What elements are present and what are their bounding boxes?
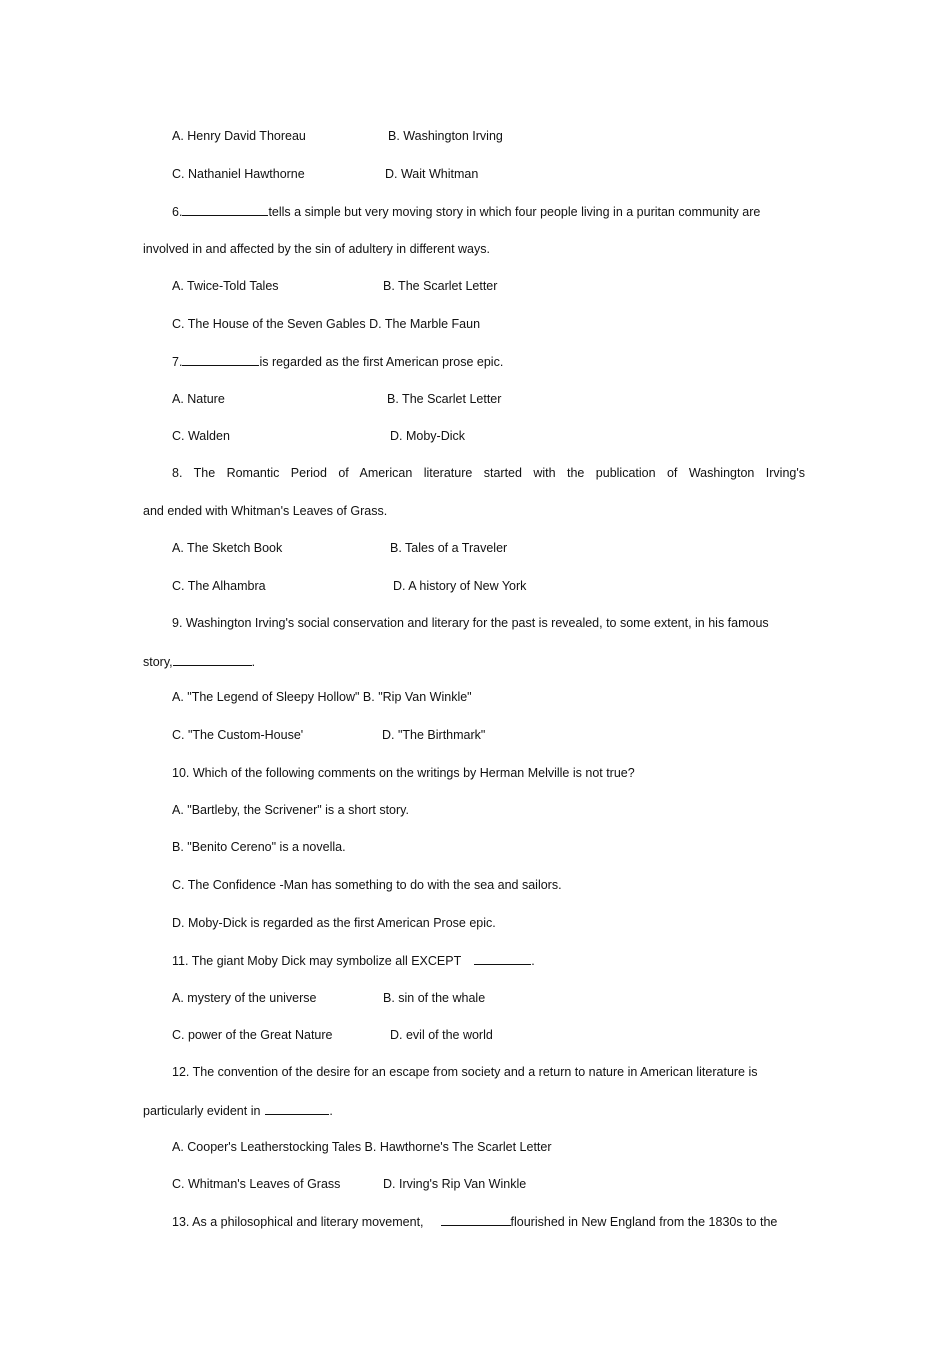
question-11-options-ab (172, 990, 486, 1006)
question-5-options-cd (172, 166, 479, 182)
question-8-options-ab (172, 540, 508, 556)
answer-blank (182, 203, 268, 216)
question-12-continuation: particularly evident in . (143, 1104, 333, 1118)
option-a: A. Twice-Told Tales (172, 279, 279, 293)
option-d: D. Wait Whitman (385, 167, 479, 181)
option-a: A. Nature (172, 392, 225, 406)
option-c: C. Nathaniel Hawthorne (172, 167, 305, 181)
answer-blank (474, 952, 531, 965)
option-c: C. The Alhambra (172, 579, 266, 593)
question-8-options-cd (172, 578, 527, 594)
question-6-continuation: involved in and affected by the sin of adultery in different ways. (143, 242, 490, 256)
question-11-options-cd (172, 1027, 493, 1043)
question-12-options-cd (172, 1176, 527, 1192)
option-c: C. Walden (172, 429, 230, 443)
question-10-text: 10. Which of the following comments on the writings by Herman Melville is not true? (172, 766, 635, 780)
option-d: D. A history of New York (393, 579, 527, 593)
question-8-continuation: and ended with Whitman's Leaves of Grass. (143, 504, 388, 518)
question-10-option-a: A. "Bartleby, the Scrivener" is a short story. (172, 803, 409, 817)
option-a: A. mystery of the universe (172, 991, 317, 1005)
question-7-options-cd (172, 428, 466, 444)
option-b: B. The Scarlet Letter (383, 279, 498, 293)
option-d: D. Irving's Rip Van Winkle (383, 1177, 527, 1191)
question-12-text: 12. The convention of the desire for an escape from society and a return to nature in American literature is (172, 1065, 758, 1079)
option-c: C. Whitman's Leaves of Grass (172, 1177, 341, 1191)
option-d: D. Moby-Dick (390, 429, 466, 443)
option-a: A. Henry David Thoreau (172, 129, 306, 143)
question-8-text: 8. The Romantic Period of American literature started with the publication of Washington Irving's (172, 466, 805, 480)
option-b: B. Tales of a Traveler (390, 541, 508, 555)
question-6-options-cd: C. The House of the Seven Gables D. The Marble Faun (172, 317, 481, 331)
answer-blank (173, 653, 252, 666)
answer-blank (182, 353, 259, 366)
question-7-text: 7. is regarded as the first American prose epic. (172, 355, 504, 369)
option-b: B. The Scarlet Letter (387, 392, 502, 406)
question-10-option-d: D. Moby-Dick is regarded as the first American Prose epic. (172, 916, 496, 930)
question-7-options-ab (172, 391, 502, 407)
question-6-text: 6. tells a simple but very moving story in which four people living in a puritan community are (172, 205, 761, 219)
option-d: D. "The Birthmark" (382, 728, 486, 742)
question-11-text: 11. The giant Moby Dick may symbolize all EXCEPT . (172, 954, 535, 968)
question-10-option-b: B. "Benito Cereno" is a novella. (172, 840, 346, 854)
answer-blank (265, 1102, 329, 1115)
question-9-continuation: story, . (143, 655, 256, 669)
option-a: A. The Sketch Book (172, 541, 283, 555)
question-13-text: 13. As a philosophical and literary movement, flourished in New England from the 1830s to the (172, 1215, 778, 1229)
question-9-text: 9. Washington Irving's social conservation and literary for the past is revealed, to some extent, in his famous (172, 616, 769, 630)
option-b: B. sin of the whale (383, 991, 486, 1005)
question-12-options-ab: A. Cooper's Leatherstocking Tales B. Hawthorne's The Scarlet Letter (172, 1140, 552, 1154)
option-d: D. evil of the world (390, 1028, 493, 1042)
question-6-options-ab (172, 278, 498, 294)
question-5-options-ab (172, 128, 503, 144)
question-9-options-cd (172, 727, 486, 743)
question-9-options-ab: A. "The Legend of Sleepy Hollow" B. "Rip Van Winkle" (172, 690, 472, 704)
option-c: C. "The Custom-House' (172, 728, 304, 742)
answer-blank (441, 1213, 511, 1226)
option-c: C. power of the Great Nature (172, 1028, 333, 1042)
question-10-option-c: C. The Confidence -Man has something to do with the sea and sailors. (172, 878, 562, 892)
option-b: B. Washington Irving (388, 129, 503, 143)
